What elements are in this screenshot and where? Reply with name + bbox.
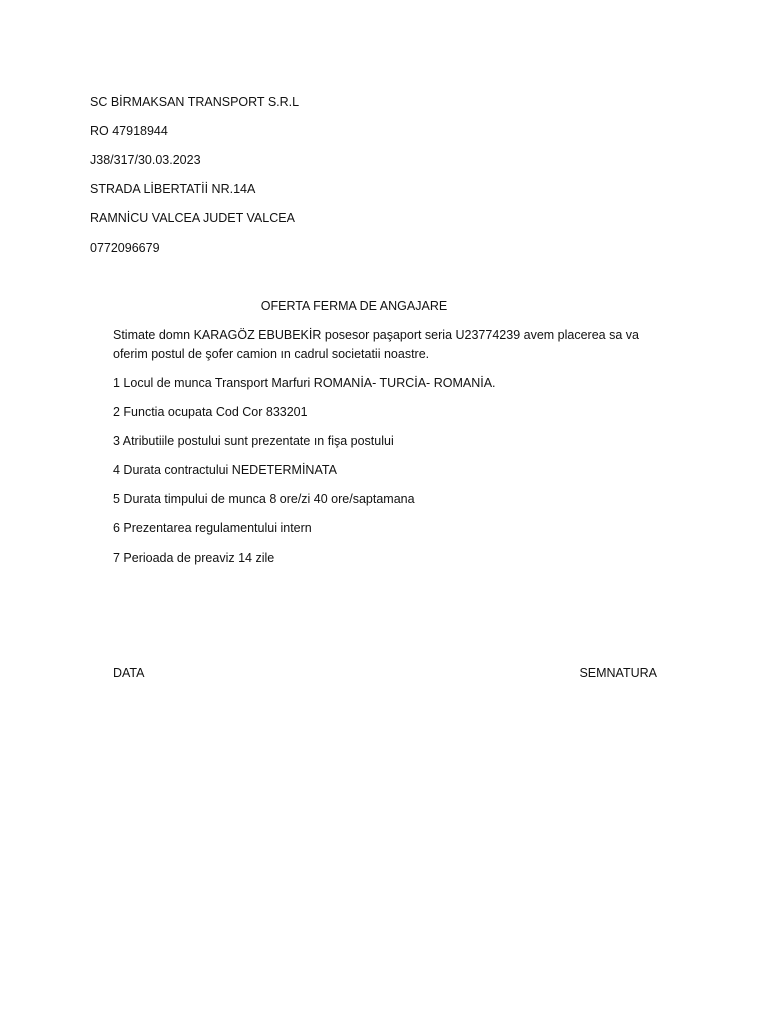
list-item: 5 Durata timpului de munca 8 ore/zi 40 ore/saptamana — [113, 492, 415, 506]
intro-paragraph: Stimate domn KARAGÖZ EBUBEKİR posesor paşaport seria U23774239 avem placerea sa va oferim postul de şofer camion ın cadrul societatii noastre. — [113, 328, 639, 361]
company-tax-id: RO 47918944 — [90, 124, 168, 138]
date-label: DATA — [113, 666, 145, 680]
company-name: SC BİRMAKSAN TRANSPORT S.R.L — [90, 95, 300, 109]
list-item: 7 Perioada de preaviz 14 zile — [113, 551, 275, 565]
list-item: 3 Atributiile postului sunt prezentate ın fişa postului — [113, 434, 394, 448]
list-item: 4 Durata contractului NEDETERMİNATA — [113, 463, 337, 477]
document-title: OFERTA FERMA DE ANGAJARE — [260, 299, 448, 313]
list-item: 6 Prezentarea regulamentului intern — [113, 521, 312, 535]
company-registry: J38/317/30.03.2023 — [90, 153, 201, 167]
list-item: 2 Functia ocupata Cod Cor 833201 — [113, 405, 308, 419]
company-city: RAMNİCU VALCEA JUDET VALCEA — [90, 211, 295, 225]
company-street: STRADA LİBERTATİİ NR.14A — [90, 182, 256, 196]
signature-label: SEMNATURA — [579, 666, 657, 680]
list-item: 1 Locul de munca Transport Marfuri ROMANİA- TURCİA- ROMANİA. — [113, 376, 496, 390]
company-phone: 0772096679 — [90, 241, 160, 255]
